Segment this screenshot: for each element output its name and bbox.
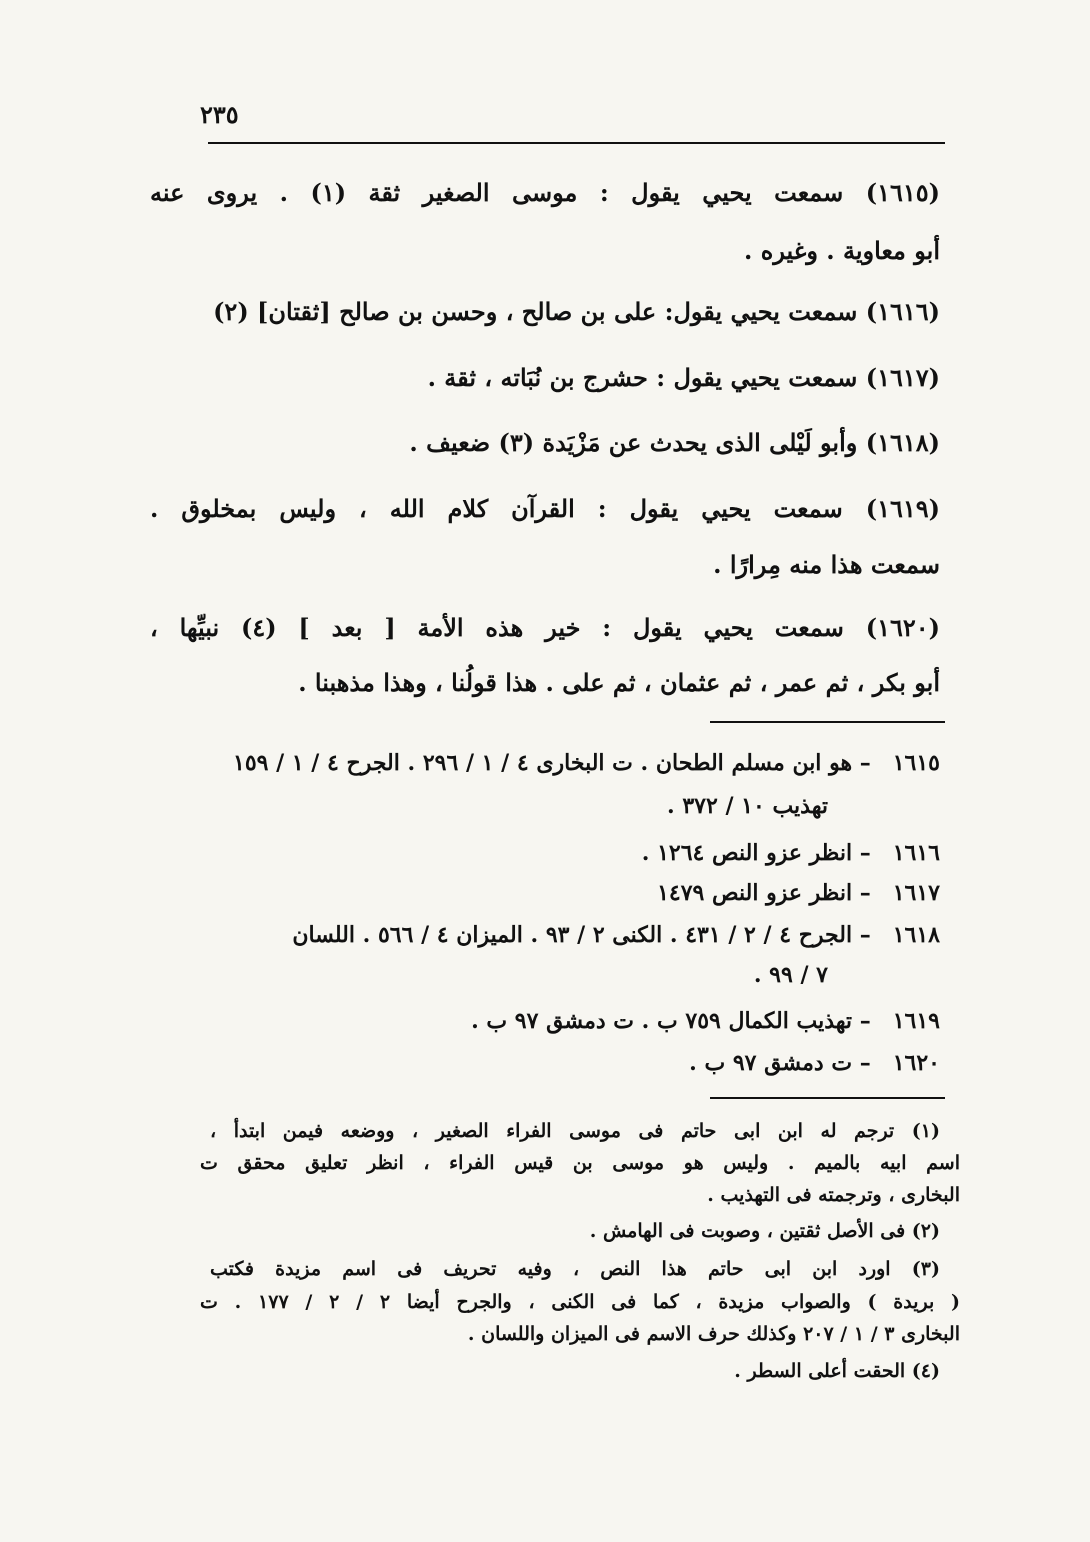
- reference-number: ١٦١٥: [892, 750, 940, 776]
- reference-1618-line-2: ٧ / ٩٩ .: [753, 962, 828, 988]
- entry-1619-line-2: سمعت هذا منه مِرارًا .: [713, 550, 940, 579]
- reference-1620: ١٦٢٠– ت دمشق ٩٧ ب .: [689, 1050, 940, 1076]
- footnote-1-line-1: (١) ترجم له ابن ابى حاتم فى موسى الفراء الصغير ، ووضعه فيمن ابتدأ ،: [210, 1120, 940, 1142]
- footnote-3-line-1: (٣) اورد ابن ابى حاتم هذا النص ، وفيه تحريف فى اسم مزيدة فكتب: [210, 1258, 940, 1280]
- reference-text: هو ابن مسلم الطحان . ت البخارى ٤ / ١ / ٢٩٦ . الجرح ٤ / ١ / ١٥٩: [233, 750, 853, 776]
- footnote-2: (٢) فى الأصل ثقتين ، وصوبت فى الهامش .: [589, 1220, 940, 1242]
- entry-1618-line-1: (١٦١٨) وأبو لَيْلى الذى يحدث عن مَزْيَدة (٣) ضعيف .: [409, 428, 940, 457]
- footnote-3-line-3: البخارى ٣ / ١ / ٢٠٧ وكذلك حرف الاسم فى الميزان واللسان .: [467, 1323, 960, 1345]
- reference-text: تهذيب الكمال ٧٥٩ ب . ت دمشق ٩٧ ب .: [471, 1008, 853, 1034]
- reference-1615-line-2: تهذيب ١٠ / ٣٧٢ .: [667, 793, 828, 819]
- entry-1620-line-2: أبو بكر ، ثم عمر ، ثم عثمان ، ثم على . هذا قولُنا ، وهذا مذهبنا .: [298, 668, 940, 697]
- entry-1615-line-1: (١٦١٥) سمعت يحيي يقول : موسى الصغير ثقة (١) . يروى عنه: [150, 178, 940, 207]
- entry-1619-line-1: (١٦١٩) سمعت يحيي يقول : القرآن كلام الله ، وليس بمخلوق .: [150, 494, 940, 523]
- reference-number: ١٦١٨: [892, 922, 940, 948]
- reference-text: انظر عزو النص ١٢٦٤ .: [641, 840, 853, 866]
- entry-1617-line-1: (١٦١٧) سمعت يحيي يقول : حشرج بن نُبَاته ، ثقة .: [427, 363, 940, 392]
- reference-number: ١٦١٦: [892, 840, 940, 866]
- reference-number: ١٦١٧: [892, 880, 940, 906]
- reference-text: انظر عزو النص ١٤٧٩: [657, 880, 853, 906]
- footnotes: [200, 0, 961, 1400]
- reference-1619: ١٦١٩– تهذيب الكمال ٧٥٩ ب . ت دمشق ٩٧ ب .: [471, 1008, 940, 1034]
- reference-1616: ١٦١٦– انظر عزو النص ١٢٦٤ .: [641, 840, 940, 866]
- footnote-1-line-3: البخارى ، وترجمته فى التهذيب .: [707, 1184, 960, 1206]
- reference-number: ١٦١٩: [892, 1008, 940, 1034]
- reference-1618: ١٦١٨– الجرح ٤ / ٢ / ٤٣١ . الكنى ٢ / ٩٣ . الميزان ٤ / ٥٦٦ . اللسان: [292, 922, 940, 948]
- reference-number: ١٦٢٠: [892, 1050, 940, 1076]
- footnote-4: (٤) الحقت أعلى السطر .: [734, 1360, 940, 1382]
- page-number: ٢٣٥: [200, 100, 239, 129]
- entry-1615-line-2: أبو معاوية . وغيره .: [744, 236, 940, 265]
- entry-1616-line-1: (١٦١٦) سمعت يحيي يقول: على بن صالح ، وحسن بن صالح [ثقتان] (٢): [213, 297, 940, 326]
- reference-1615: ١٦١٥– هو ابن مسلم الطحان . ت البخارى ٤ / ١ / ٢٩٦ . الجرح ٤ / ١ / ١٥٩: [233, 750, 940, 776]
- reference-1617: ١٦١٧– انظر عزو النص ١٤٧٩: [657, 880, 940, 906]
- entry-1620-line-1: (١٦٢٠) سمعت يحيي يقول : خير هذه الأمة [ بعد ] (٤) نبيِّها ،: [150, 613, 940, 642]
- reference-text: ت دمشق ٩٧ ب .: [689, 1050, 853, 1076]
- footnote-3-line-2: ( بريدة ) والصواب مزيدة ، كما فى الكنى ، والجرح أيضا ٢ / ٢ / ١٧٧ . ت: [200, 1291, 961, 1313]
- reference-text: الجرح ٤ / ٢ / ٤٣١ . الكنى ٢ / ٩٣ . الميزان ٤ / ٥٦٦ . اللسان: [292, 922, 853, 948]
- footnote-1-line-2: اسم ابيه بالميم . وليس هو موسى بن قيس الفراء ، انظر تعليق محقق ت: [200, 1152, 960, 1174]
